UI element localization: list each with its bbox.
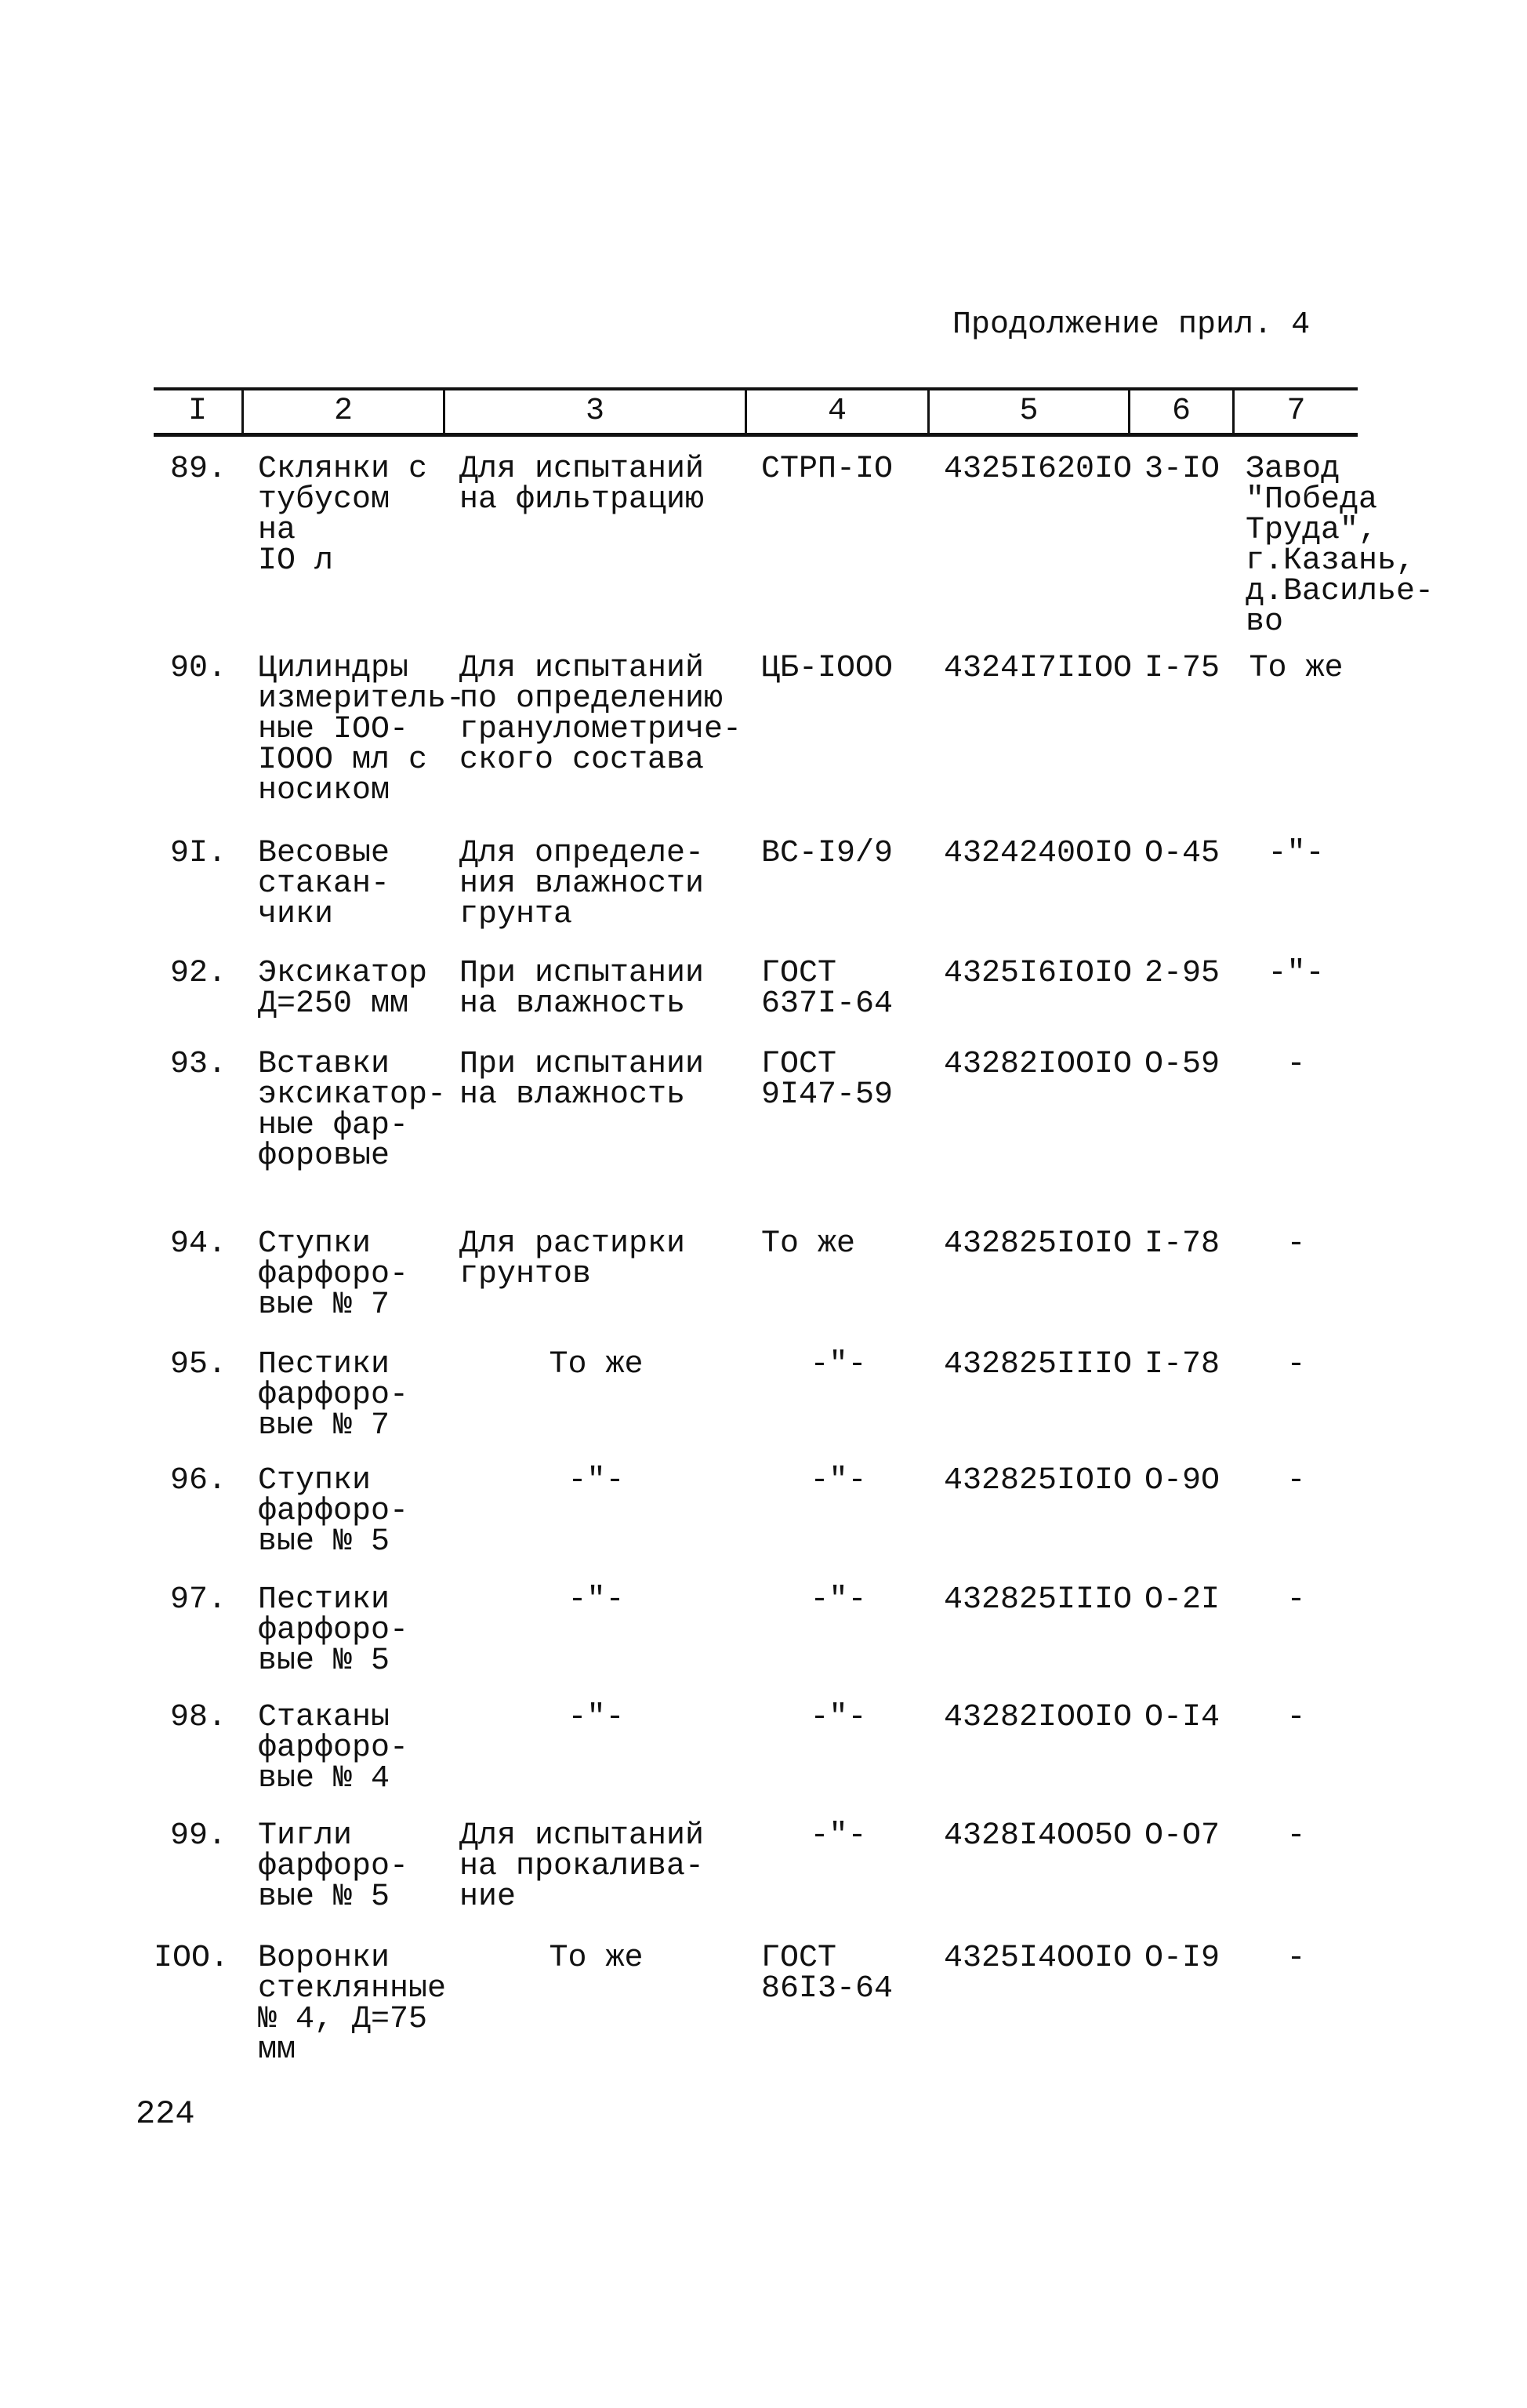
item-code: 4324I7IIОО xyxy=(944,651,1133,686)
item-purpose: При испытании на влажность xyxy=(459,956,705,1022)
item-name: Весовые стакан- чики xyxy=(258,836,390,932)
item-standard: -"- xyxy=(810,1582,867,1618)
column-header-6: 6 xyxy=(1130,390,1235,433)
item-supplier: - xyxy=(1286,1941,1306,1976)
column-header-2: 2 xyxy=(244,390,445,433)
item-purpose: Для испытаний на прокалива- ние xyxy=(459,1818,705,1915)
item-code: 43282IООIО xyxy=(944,1047,1133,1082)
item-price: I-78 xyxy=(1144,1226,1221,1262)
item-standard: ГОСТ 637I-64 xyxy=(761,956,894,1022)
item-supplier: -"- xyxy=(1268,836,1325,871)
item-name: Ступки фарфоро- вые № 7 xyxy=(258,1226,409,1323)
item-standard: То же xyxy=(761,1226,856,1262)
item-supplier: - xyxy=(1286,1818,1306,1854)
table-row xyxy=(154,452,1435,653)
item-name: Пестики фарфоро- вые № 5 xyxy=(258,1582,409,1679)
row-number: 90. xyxy=(169,651,227,686)
table-row xyxy=(154,1226,1358,1349)
table-row xyxy=(154,1941,1358,2068)
item-purpose: Для растирки грунтов xyxy=(459,1226,686,1292)
item-standard: ВС-I9/9 xyxy=(761,836,894,871)
item-name: Цилиндры измеритель- ные IОО- IООО мл с носиком xyxy=(258,651,466,808)
item-purpose: -"- xyxy=(568,1700,625,1735)
item-purpose: Для испытаний на фильтрацию xyxy=(459,452,705,518)
item-name: Пестики фарфоро- вые № 7 xyxy=(258,1347,409,1444)
item-price: О-О7 xyxy=(1144,1818,1221,1854)
row-number: IОО. xyxy=(154,1941,230,1976)
item-supplier: - xyxy=(1286,1226,1306,1262)
item-supplier: - xyxy=(1286,1347,1306,1382)
row-number: 89. xyxy=(169,452,227,487)
item-code: 4325I620IО xyxy=(944,452,1133,487)
table-row xyxy=(154,958,1358,1049)
table-body xyxy=(154,452,1435,2068)
item-purpose: То же xyxy=(549,1347,644,1382)
column-header-4: 4 xyxy=(747,390,930,433)
item-purpose: -"- xyxy=(568,1582,625,1618)
item-name: Ступки фарфоро- вые № 5 xyxy=(258,1463,409,1560)
item-supplier: Завод "Победа Труда", г.Казань, д.Васильe- во xyxy=(1246,452,1435,640)
item-price: О-I9 xyxy=(1144,1941,1221,1976)
item-standard: СТРП-IО xyxy=(761,452,894,487)
column-header-7: 7 xyxy=(1286,394,1306,429)
item-code: 432825IIIО xyxy=(944,1347,1133,1382)
item-code: 432825IОIО xyxy=(944,1226,1133,1262)
item-supplier: - xyxy=(1286,1047,1306,1082)
item-standard: -"- xyxy=(810,1463,867,1498)
item-code: 4325I4ООIО xyxy=(944,1941,1133,1976)
column-headers xyxy=(154,390,1358,433)
table-row xyxy=(154,1582,1358,1702)
item-code: 432825IОIО xyxy=(944,1463,1133,1498)
table-row xyxy=(154,838,1358,958)
item-standard: ГОСТ 86I3-64 xyxy=(761,1941,894,2007)
item-code: 4328I4ОО5О xyxy=(944,1818,1133,1854)
item-standard: ГОСТ 9I47-59 xyxy=(761,1047,894,1113)
item-supplier: -"- xyxy=(1268,956,1325,991)
row-number: 94. xyxy=(169,1226,227,1262)
item-price: 3-IО xyxy=(1144,452,1221,487)
item-name: Эксикатор Д=250 мм xyxy=(258,956,428,1022)
row-number: 93. xyxy=(169,1047,227,1082)
page-number: 224 xyxy=(136,2095,195,2133)
equipment-table xyxy=(154,387,1435,2068)
row-number: 97. xyxy=(169,1582,227,1618)
table-row xyxy=(154,1463,1358,1585)
item-standard: ЦБ-IООО xyxy=(761,651,894,686)
item-code: 43282IООIО xyxy=(944,1700,1133,1735)
item-purpose: Для испытаний по определению гранулометриче- ского состава xyxy=(459,651,742,778)
table-row xyxy=(154,1702,1358,1821)
item-price: О-59 xyxy=(1144,1047,1221,1082)
table-row xyxy=(154,653,1358,838)
item-price: О-9О xyxy=(1144,1463,1221,1498)
column-header-1: I xyxy=(154,390,244,433)
item-purpose: То же xyxy=(549,1941,644,1976)
table-row xyxy=(154,1818,1358,1943)
row-number: 9I. xyxy=(169,836,227,871)
item-code: 4325I6IОIО xyxy=(944,956,1133,991)
item-price: О-I4 xyxy=(1144,1700,1221,1735)
item-price: О-2I xyxy=(1144,1582,1221,1618)
table-row xyxy=(154,1049,1358,1229)
column-header-3: 3 xyxy=(445,390,747,433)
continuation-header: Продолжение прил. 4 xyxy=(952,307,1311,343)
item-supplier: - xyxy=(1286,1463,1306,1498)
item-supplier: То же xyxy=(1249,651,1344,686)
item-name: Воронки стеклянные № 4, Д=75 мм xyxy=(258,1941,447,2068)
item-code: 4324240ОIО xyxy=(944,836,1133,871)
item-standard: -"- xyxy=(810,1347,867,1382)
row-number: 95. xyxy=(169,1347,227,1382)
item-name: Склянки с тубусом на IО л xyxy=(258,452,428,579)
row-number: 99. xyxy=(169,1818,227,1854)
column-header-5: 5 xyxy=(930,390,1130,433)
table-header-rule xyxy=(154,433,1358,437)
row-number: 92. xyxy=(169,956,227,991)
item-purpose: При испытании на влажность xyxy=(459,1047,705,1113)
item-purpose: Для определе- ния влажности грунта xyxy=(459,836,705,932)
item-price: I-78 xyxy=(1144,1347,1221,1382)
item-code: 432825IIIО xyxy=(944,1582,1133,1618)
row-number: 96. xyxy=(169,1463,227,1498)
item-name: Тигли фарфоро- вые № 5 xyxy=(258,1818,409,1915)
item-standard: -"- xyxy=(810,1818,867,1854)
item-purpose: -"- xyxy=(568,1463,625,1498)
item-supplier: - xyxy=(1286,1582,1306,1618)
item-supplier: - xyxy=(1286,1700,1306,1735)
item-price: I-75 xyxy=(1144,651,1221,686)
item-price: 2-95 xyxy=(1144,956,1221,991)
item-price: О-45 xyxy=(1144,836,1221,871)
row-number: 98. xyxy=(169,1700,227,1735)
item-standard: -"- xyxy=(810,1700,867,1735)
item-name: Вставки эксикатор- ные фар- форовые xyxy=(258,1047,447,1174)
item-name: Стаканы фарфоро- вые № 4 xyxy=(258,1700,409,1796)
table-row xyxy=(154,1349,1358,1466)
